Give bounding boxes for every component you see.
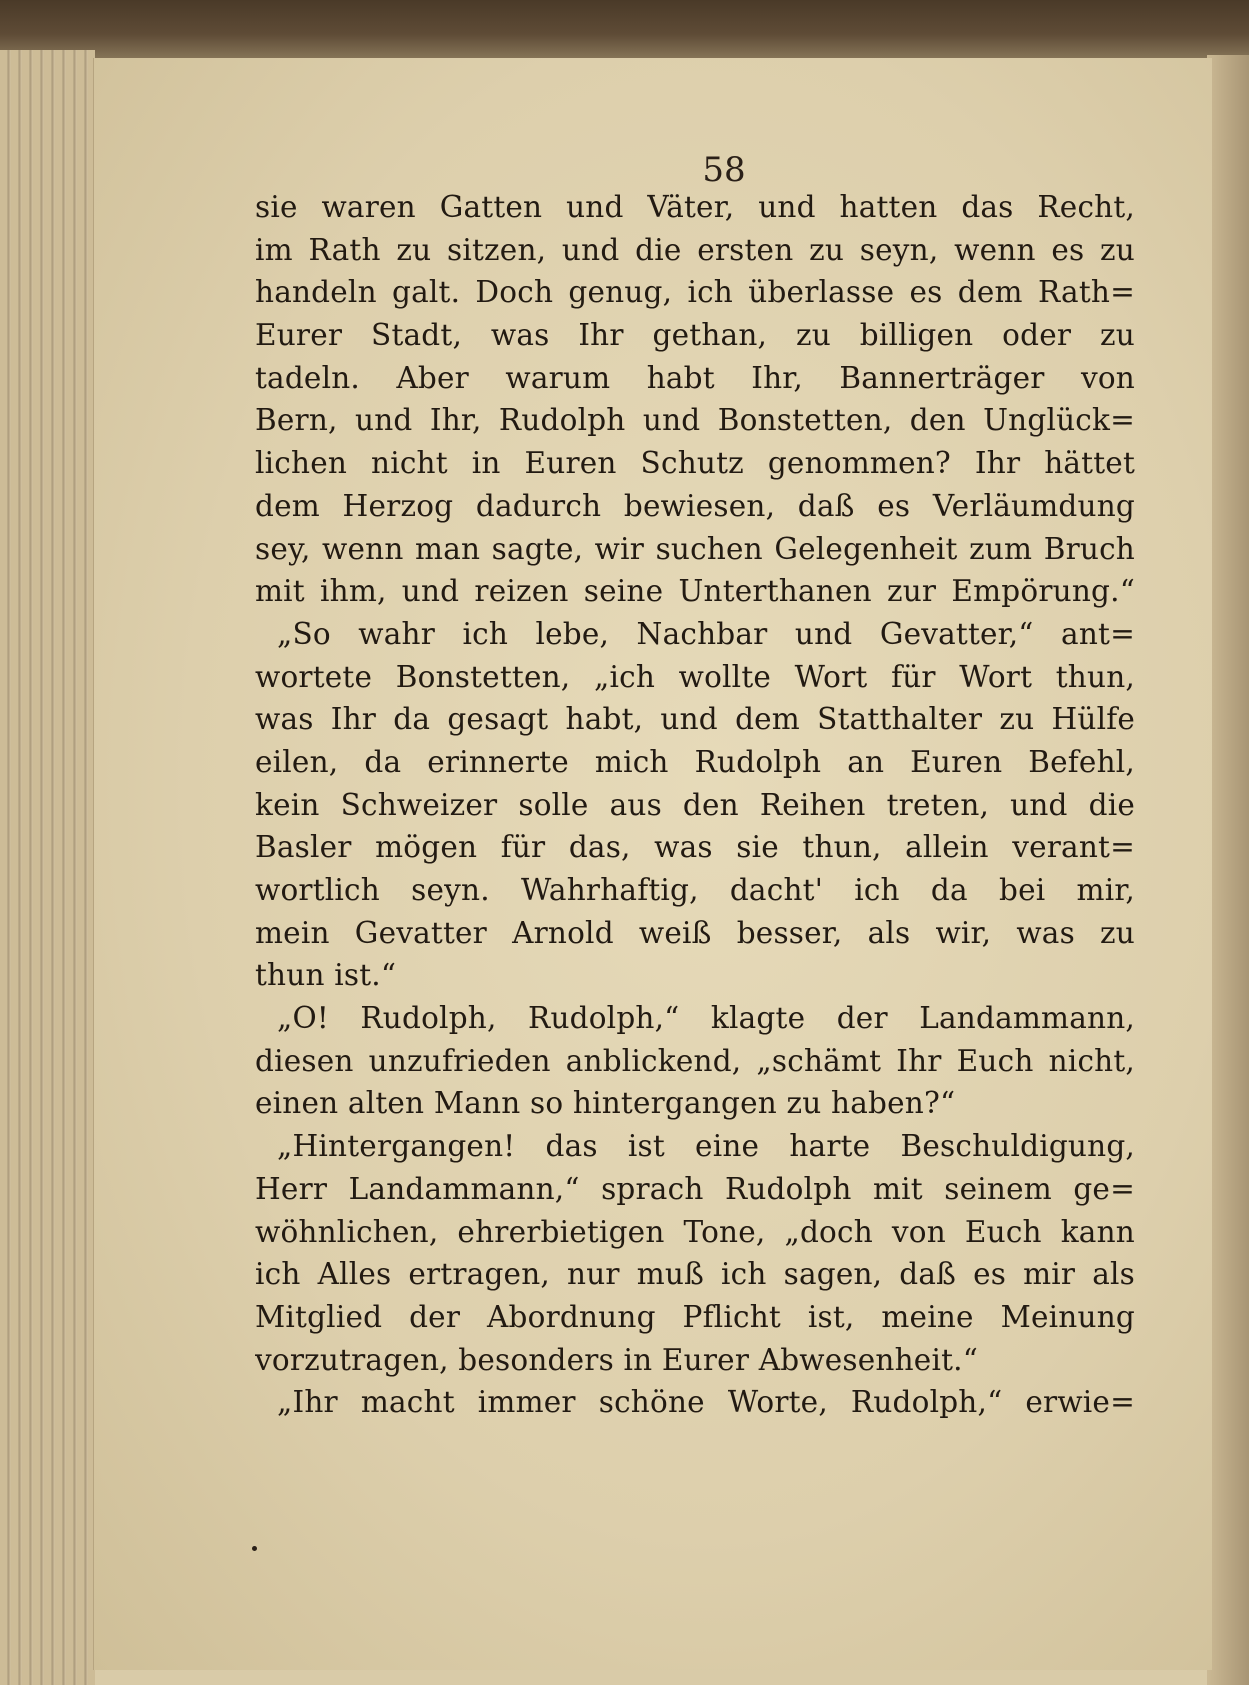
ink-speck: [252, 1546, 257, 1551]
text-line: wöhnlichen, ehrerbietigen Tone, „doch von Euch kann: [255, 1214, 1135, 1249]
text-line: lichen nicht in Euren Schutz genommen? Ihr hättet: [255, 446, 1135, 481]
text-line: Eurer Stadt, was Ihr gethan, zu billigen oder zu: [255, 318, 1135, 353]
text-line: wortlich seyn. Wahrhaftig, dacht' ich da bei mir,: [255, 873, 1135, 907]
text-line: kein Schweizer solle aus den Reihen treten, und die: [255, 787, 1135, 822]
text-line: wortete Bonstetten, „ich wollte Wort für Wort thun,: [255, 659, 1135, 694]
text-line: tadeln. Aber warum habt Ihr, Bannerträger von: [255, 360, 1135, 395]
text-line: diesen unzufrieden anblickend, „schämt Ihr Euch nicht,: [255, 1043, 1135, 1078]
text-line: Herr Landammann,“ sprach Rudolph mit seinem ge=: [255, 1171, 1135, 1206]
text-line: eilen, da erinnerte mich Rudolph an Euren Befehl,: [255, 744, 1135, 779]
text-line: „So wahr ich lebe, Nachbar und Gevatter,“ ant=: [277, 616, 1135, 651]
text-line: „O! Rudolph, Rudolph,“ klagte der Landammann,: [277, 1001, 1135, 1036]
text-line: sey, wenn man sagte, wir suchen Gelegenheit zum Bruch: [255, 531, 1135, 566]
text-line: „Hintergangen! das ist eine harte Beschuldigung,: [277, 1129, 1135, 1164]
text-line: dem Herzog dadurch bewiesen, daß es Verläumdung: [255, 488, 1135, 523]
text-line: vorzutragen, besonders in Eurer Abwesenheit.“: [255, 1342, 978, 1377]
text-line: was Ihr da gesagt habt, und dem Statthalter zu Hülfe: [255, 702, 1135, 737]
body-text: [255, 186, 1135, 1424]
text-line: mein Gevatter Arnold weiß besser, als wir, was zu: [255, 915, 1135, 950]
text-line: Basler mögen für das, was sie thun, allein verant=: [255, 830, 1135, 865]
text-line: einen alten Mann so hintergangen zu haben?“: [255, 1086, 956, 1121]
text-line: sie waren Gatten und Väter, und hatten das Recht,: [255, 190, 1135, 224]
page-edges-left: [0, 50, 95, 1685]
text-line: „Ihr macht immer schöne Worte, Rudolph,“ erwie=: [277, 1385, 1135, 1420]
text-line: thun ist.“: [255, 958, 397, 993]
text-line: Bern, und Ihr, Rudolph und Bonstetten, den Unglück=: [255, 403, 1135, 438]
text-line: ich Alles ertragen, nur muß ich sagen, daß es mir als: [255, 1257, 1135, 1292]
page-number: 58: [702, 150, 746, 190]
text-line: mit ihm, und reizen seine Unterthanen zur Empörung.“: [255, 574, 1135, 609]
text-line: im Rath zu sitzen, und die ersten zu seyn, wenn es zu: [255, 232, 1135, 267]
text-line: Mitglied der Abordnung Pflicht ist, meine Meinung: [255, 1299, 1135, 1334]
text-line: handeln galt. Doch genug, ich überlasse es dem Rath=: [255, 275, 1135, 310]
book-binding-edge: [0, 0, 1249, 62]
page-gutter-right: [1207, 55, 1249, 1685]
